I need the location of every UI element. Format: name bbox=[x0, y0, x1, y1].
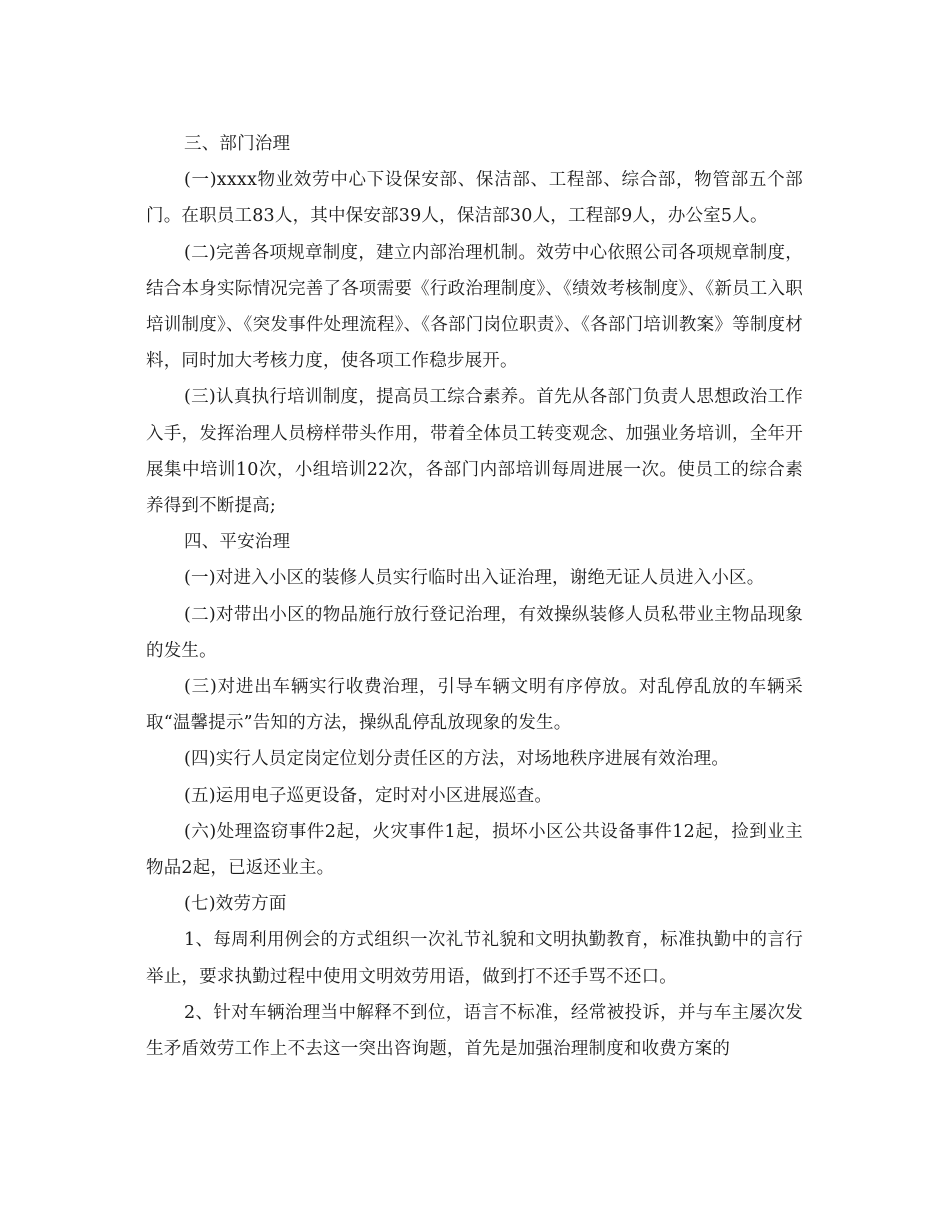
paragraph: (一)xxxx物业效劳中心下设保安部、保洁部、工程部、综合部，物管部五个部门。在职员工83人，其中保安部39人，保洁部30人，工程部9人，办公室5人。 bbox=[146, 170, 803, 227]
paragraph: (五)运用电子巡更设备，定时对小区进展巡查。 bbox=[184, 785, 553, 806]
paragraph: 2、针对车辆治理当中解释不到位，语言不标准，经常被投诉，并与车主屡次发生矛盾效劳工作上不去这一突出咨询题，首先是加强治理制度和收费方案的 bbox=[146, 1002, 803, 1060]
document-body bbox=[146, 126, 803, 1067]
paragraph: (三)对进出车辆实行收费治理，引导车辆文明有序停放。对乱停乱放的车辆采取“温馨提示”告知的方法，操纵乱停乱放现象的发生。 bbox=[146, 677, 803, 734]
section-heading-4: 四、平安治理 bbox=[184, 532, 291, 553]
paragraph: (二)完善各项规章制度，建立内部治理机制。效劳中心依照公司各项规章制度，结合本身实际情况完善了各项需要《行政治理制度》、《绩效考核制度》、《新员工入职培训制度》、《突发事件处理流程》、《各部门岗位职责》、《各部门培训教案》等制度材料，同时加大考核力度，使各项工作稳步展开。 bbox=[146, 242, 803, 372]
paragraph: (一)对进入小区的装修人员实行临时出入证治理，谢绝无证人员进入小区。 bbox=[184, 568, 765, 589]
paragraph: (六)处理盗窃事件2起，火灾事件1起，损坏小区公共设备事件12起，捡到业主物品2起，已返还业主。 bbox=[146, 821, 803, 879]
paragraph: (七)效劳方面 bbox=[184, 894, 287, 915]
paragraph: (二)对带出小区的物品施行放行登记治理，有效操纵装修人员私带业主物品现象的发生。 bbox=[146, 604, 803, 661]
paragraph: (三)认真执行培训制度，提高员工综合素养。首先从各部门负责人思想政治工作入手，发挥治理人员榜样带头作用，带着全体员工转变观念、加强业务培训，全年开展集中培训10次，小组培训22次，各部门内部培训每周进展一次。使员工的综合素养得到不断提高; bbox=[146, 387, 803, 517]
paragraph: (四)实行人员定岗定位划分责任区的方法，对场地秩序进展有效治理。 bbox=[184, 749, 730, 770]
paragraph: 1、每周利用例会的方式组织一次礼节礼貌和文明执勤教育，标准执勤中的言行举止，要求执勤过程中使用文明效劳用语，做到打不还手骂不还口。 bbox=[146, 930, 803, 987]
section-heading-3: 三、部门治理 bbox=[184, 134, 291, 154]
